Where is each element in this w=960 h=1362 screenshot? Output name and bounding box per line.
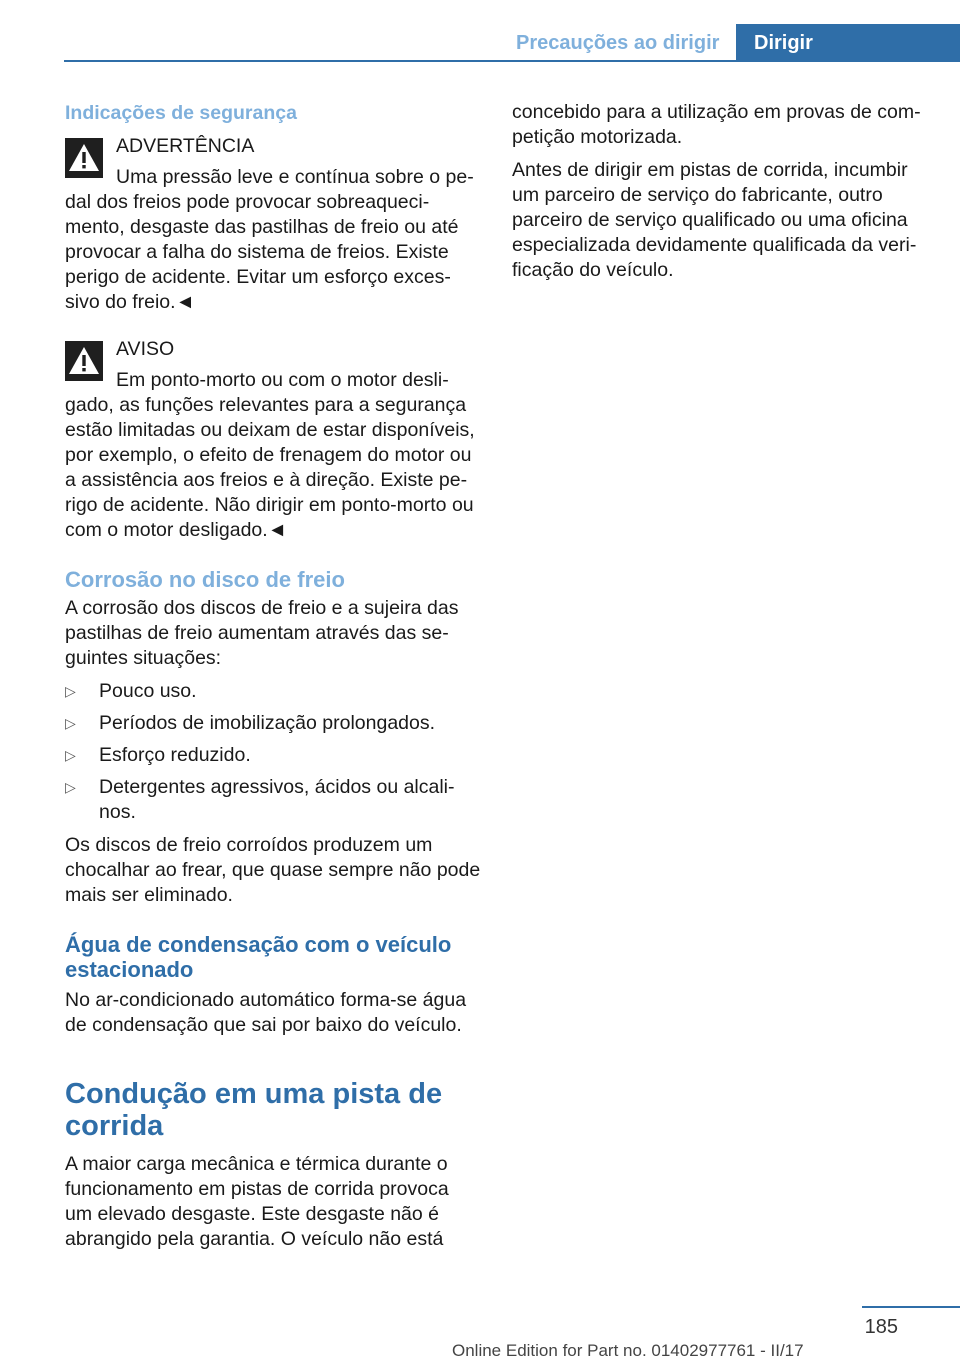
- racetrack-text: A maior carga mecânica e térmica durante o funcionamento em pistas de corrida provoca um elevado desgaste. Este desgaste não é abrangido pela garantia. O veículo não está: [65, 1153, 449, 1250]
- racetrack-inspection-text: Antes de dirigir em pistas de corrida, incumbir um parceiro de serviço do fabricante, outro parceiro de serviço qualificado ou uma oficina especializada devidamente qualificada da veri-ficação do veículo.: [512, 159, 917, 281]
- warning-triangle-icon: [65, 341, 103, 381]
- footer-rule: [862, 1306, 960, 1308]
- racetrack-text-continued: concebido para a utilização em provas de com-petição motorizada.: [512, 101, 921, 148]
- list-item: ▷ Períodos de imobilização prolongados.: [65, 712, 436, 734]
- header-section-title: Precauções ao dirigir: [516, 31, 720, 54]
- page-number: 185: [864, 1316, 898, 1338]
- warning-title: ADVERTÊNCIA: [116, 135, 255, 157]
- warning-first-line: Uma pressão leve e contínua sobre o pe-: [116, 166, 474, 188]
- triangle-right-icon: ▷: [65, 715, 76, 731]
- warning-text: gado, as funções relevantes para a segurança estão limitadas ou deixam de estar disponíveis, por exemplo, o efeito de frenagem do motor ou a assistência aos freios e à direção. Existe pe-rigo de acidente. Não dirigir em ponto-morto ou com o motor desligado.◄: [65, 394, 475, 541]
- condensation-text: No ar-condicionado automático forma-se água de condensação que sai por baixo do veículo.: [65, 989, 467, 1036]
- corrosion-list: [65, 679, 481, 825]
- edition-note: Online Edition for Part no. 01402977761 - II/17: [452, 1341, 804, 1360]
- corrosion-heading: Corrosão no disco de freio: [65, 567, 345, 592]
- warning-block-1: [65, 134, 481, 315]
- racetrack-heading: Condução em uma pista de corrida: [65, 1078, 443, 1142]
- corrosion-outro: Os discos de freio corroídos produzem um chocalhar ao frear, que quase sempre não pode mais ser eliminado.: [65, 834, 481, 906]
- safety-heading: Indicações de segurança: [65, 102, 297, 124]
- warning-first-line: Em ponto-morto ou com o motor desli-: [116, 369, 449, 391]
- warning-title: AVISO: [116, 338, 175, 360]
- warning-triangle-icon: [65, 138, 103, 178]
- list-item: ▷ Pouco uso.: [65, 680, 197, 702]
- triangle-right-icon: ▷: [65, 747, 76, 763]
- corrosion-intro: A corrosão dos discos de freio e a sujeira das pastilhas de freio aumentam através das se-guintes situações:: [65, 597, 459, 669]
- list-item: ▷ Detergentes agressivos, ácidos ou alcali-nos.: [65, 776, 455, 823]
- triangle-right-icon: ▷: [65, 683, 76, 699]
- warning-text: dal dos freios pode provocar sobreaqueci-mento, desgaste das pastilhas de freio ou até provocar a falha do sistema de freios. Existe perigo de acidente. Evitar um esforço exces-sivo do freio.◄: [65, 191, 459, 313]
- right-column: [512, 100, 928, 291]
- header-chapter-tab: Dirigir: [736, 24, 960, 62]
- condensation-heading: Água de condensação com o veículo estacionado: [65, 932, 452, 982]
- triangle-right-icon: ▷: [65, 779, 76, 795]
- left-column: [65, 100, 481, 1260]
- header-rule: [64, 60, 960, 62]
- list-item: ▷ Esforço reduzido.: [65, 744, 251, 766]
- warning-block-2: [65, 337, 481, 543]
